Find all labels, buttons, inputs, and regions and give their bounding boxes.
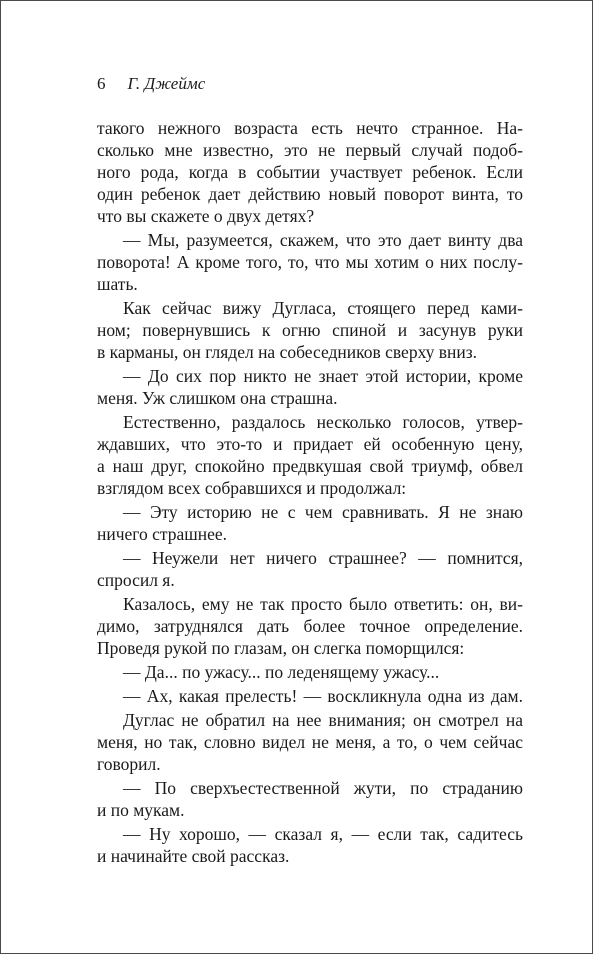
text-line: меня, но так, словно видел не меня, а то, о чем сейчас [97, 732, 523, 752]
running-head [97, 72, 205, 96]
text-line: а наш друг, спокойно предвкушая свой триумф, обвел [97, 456, 523, 476]
text-line: один ребенок дает действию новый поворот винта, то [97, 184, 523, 204]
text-line: Естественно, раздалось несколько голосов, утвер- [123, 412, 523, 432]
text-line: — Да... по ужасу... по леденящему ужасу... [123, 662, 440, 682]
text-line: сколько мне известно, это не первый случай подоб- [97, 140, 523, 160]
text-line: Дуглас не обратил на нее внимания; он смотрел на [123, 710, 523, 730]
text-line: — Ах, какая прелесть! — воскликнула одна из дам. [123, 686, 523, 706]
text-line: — Неужели нет ничего страшнее? — помнится, [123, 548, 523, 568]
text-line: шать. [97, 274, 138, 294]
text-line: в карманы, он глядел на собеседников сверху вниз. [97, 342, 478, 362]
text-line: ждавших, что это-то и придает ей особенную цену, [97, 434, 523, 454]
text-line: и начинайте свой рассказ. [97, 846, 290, 866]
page-number: 6 [97, 74, 106, 93]
text-line: — До сих пор никто не знает этой истории, кроме [123, 366, 523, 386]
text-line: ном; повернувшись к огню спиной и засунув руки [97, 320, 523, 340]
text-line: Проведя рукой по глазам, он слегка поморщился: [97, 638, 465, 658]
text-line: взглядом всех собравшихся и продолжал: [97, 478, 407, 498]
text-line: — Мы, разумеется, скажем, что это дает винту два [123, 230, 523, 250]
text-line: спросил я. [97, 570, 175, 590]
body-text [97, 117, 523, 867]
text-line: Как сейчас вижу Дугласа, стоящего перед ками- [123, 298, 523, 318]
text-line: говорил. [97, 754, 161, 774]
running-head-author: Г. Джеймс [127, 74, 206, 93]
text-line: такого нежного возраста есть нечто странное. На- [97, 118, 523, 138]
text-line: поворота! А кроме того, то, что мы хотим о них послу- [97, 252, 523, 272]
text-line: и по мукам. [97, 800, 185, 820]
text-line: — Эту историю не с чем сравнивать. Я не знаю [123, 502, 523, 522]
text-line: меня. Уж слишком она страшна. [97, 388, 338, 408]
text-line: димо, затруднялся дать более точное определение. [97, 616, 523, 636]
text-line: ничего страшнее. [97, 524, 228, 544]
text-line: — Ну хорошо, — сказал я, — если так, садитесь [123, 824, 523, 844]
text-line: ного рода, когда в событии участвует ребенок. Если [97, 162, 523, 182]
text-line: что вы скажете о двух детях? [97, 206, 315, 226]
text-line: — По сверхъестественной жути, по страданию [123, 778, 523, 798]
text-line: Казалось, ему не так просто было ответить: он, ви- [123, 594, 523, 614]
